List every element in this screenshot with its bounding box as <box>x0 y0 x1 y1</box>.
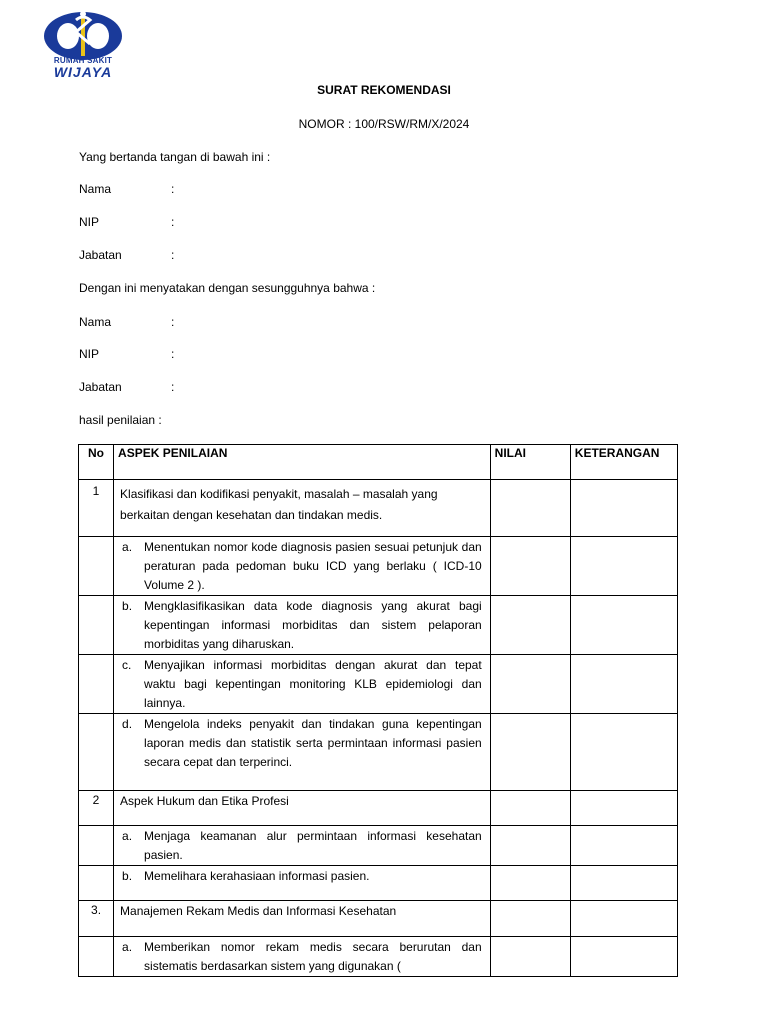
subject-jabatan-label: Jabatan <box>79 380 122 394</box>
keterangan-cell[interactable] <box>570 714 677 791</box>
nilai-cell[interactable] <box>490 866 570 901</box>
sub-text: Menyajikan informasi morbiditas dengan akurat dan tepat waktu bagi kepentingan monitoring KLB epidemiologi dan lainnya. <box>144 658 482 710</box>
sub-letter: a. <box>122 829 133 843</box>
assessment-table <box>78 444 678 977</box>
document-title: SURAT REKOMENDASI <box>317 83 451 97</box>
signer-nama-label: Nama <box>79 182 112 196</box>
logo-org-small: RUMAH SAKIT <box>53 56 113 65</box>
subject-nip-label: NIP <box>79 347 100 361</box>
subject-nip-row <box>79 347 174 361</box>
sub-letter: b. <box>122 869 133 883</box>
sub-letter: d. <box>122 717 133 731</box>
keterangan-cell[interactable] <box>570 791 677 826</box>
keterangan-cell[interactable] <box>570 596 677 655</box>
sub-aspect <box>114 537 491 596</box>
hasil-text: hasil penilaian : <box>79 413 162 427</box>
sub-aspect <box>114 826 491 866</box>
sub-aspect <box>114 937 491 977</box>
sub-letter: c. <box>122 658 132 672</box>
table-row <box>79 480 678 537</box>
logo-org-name: WIJAYA <box>53 64 113 80</box>
header-keterangan: KETERANGAN <box>570 445 677 480</box>
keterangan-cell[interactable] <box>570 937 677 977</box>
sub-aspect <box>114 714 491 791</box>
aspect-text: Aspek Hukum dan Etika Profesi <box>114 791 491 826</box>
nilai-cell[interactable] <box>490 714 570 791</box>
signer-jabatan-colon: : <box>171 248 175 262</box>
nilai-cell[interactable] <box>490 791 570 826</box>
nilai-cell[interactable] <box>490 655 570 714</box>
row-number <box>79 866 114 901</box>
table-header-row <box>79 445 678 480</box>
signer-nama-row <box>79 182 174 196</box>
subject-nama-label: Nama <box>79 315 112 329</box>
row-number: 1 <box>79 480 114 537</box>
keterangan-cell[interactable] <box>570 655 677 714</box>
subject-nama-row <box>79 315 174 329</box>
sub-letter: a. <box>122 540 133 554</box>
table-row <box>79 866 678 901</box>
aspect-text: Manajemen Rekam Medis dan Informasi Kesehatan <box>114 901 491 937</box>
row-number <box>79 537 114 596</box>
table-row <box>79 655 678 714</box>
subject-nama-colon: : <box>171 315 175 329</box>
sub-text: Memberikan nomor rekam medis secara berurutan dan sistematis berdasarkan sistem yang digunakan ( <box>144 940 482 973</box>
signer-jabatan-label: Jabatan <box>79 248 122 262</box>
table-row <box>79 596 678 655</box>
sub-aspect <box>114 596 491 655</box>
sub-text: Menentukan nomor kode diagnosis pasien sesuai petunjuk dan peraturan pada pedoman buku ICD yang berlaku ( ICD-10 Volume 2 ). <box>144 540 482 592</box>
sub-text: Menjaga keamanan alur permintaan informasi kesehatan pasien. <box>144 829 482 862</box>
table-row <box>79 537 678 596</box>
nilai-cell[interactable] <box>490 537 570 596</box>
table-row <box>79 791 678 826</box>
sub-letter: a. <box>122 940 133 954</box>
signer-nip-colon: : <box>171 215 175 229</box>
nilai-cell[interactable] <box>490 596 570 655</box>
keterangan-cell[interactable] <box>570 901 677 937</box>
subject-jabatan-row <box>79 380 174 394</box>
intro-text: Yang bertanda tangan di bawah ini : <box>79 150 271 164</box>
header-aspek: ASPEK PENILAIAN <box>114 445 491 480</box>
nilai-cell[interactable] <box>490 480 570 537</box>
document-number: NOMOR : 100/RSW/RM/X/2024 <box>298 117 470 131</box>
nilai-cell[interactable] <box>490 826 570 866</box>
table-row <box>79 901 678 937</box>
nilai-cell[interactable] <box>490 937 570 977</box>
table-row <box>79 714 678 791</box>
keterangan-cell[interactable] <box>570 537 677 596</box>
aspect-text: Klasifikasi dan kodifikasi penyakit, masalah – masalah yang berkaitan dengan kesehatan dan tindakan medis. <box>114 480 491 537</box>
sub-text: Mengelola indeks penyakit dan tindakan guna kepentingan laporan medis dan statistik serta permintaan informasi pasien secara cepat dan terperinci. <box>144 717 482 769</box>
sub-aspect <box>114 866 491 901</box>
header-no: No <box>79 445 114 480</box>
sub-letter: b. <box>122 599 133 613</box>
header-nilai: NILAI <box>490 445 570 480</box>
row-number: 2 <box>79 791 114 826</box>
keterangan-cell[interactable] <box>570 480 677 537</box>
sub-text: Memelihara kerahasiaan informasi pasien. <box>144 869 370 883</box>
nilai-cell[interactable] <box>490 901 570 937</box>
statement-text: Dengan ini menyatakan dengan sesungguhnya bahwa : <box>79 281 376 295</box>
row-number <box>79 655 114 714</box>
row-number <box>79 826 114 866</box>
row-number <box>79 714 114 791</box>
subject-jabatan-colon: : <box>171 380 175 394</box>
table-row <box>79 937 678 977</box>
signer-nama-colon: : <box>171 182 175 196</box>
subject-nip-colon: : <box>171 347 175 361</box>
signer-jabatan-row <box>79 248 174 262</box>
row-number <box>79 937 114 977</box>
row-number <box>79 596 114 655</box>
signer-nip-label: NIP <box>79 215 100 229</box>
keterangan-cell[interactable] <box>570 866 677 901</box>
sub-text: Mengklasifikasikan data kode diagnosis yang akurat bagi kepentingan informasi morbiditas dan sistem pelaporan morbiditas yang diharuskan. <box>144 599 482 651</box>
signer-nip-row <box>79 215 174 229</box>
row-number: 3. <box>79 901 114 937</box>
sub-aspect <box>114 655 491 714</box>
keterangan-cell[interactable] <box>570 826 677 866</box>
table-row <box>79 826 678 866</box>
